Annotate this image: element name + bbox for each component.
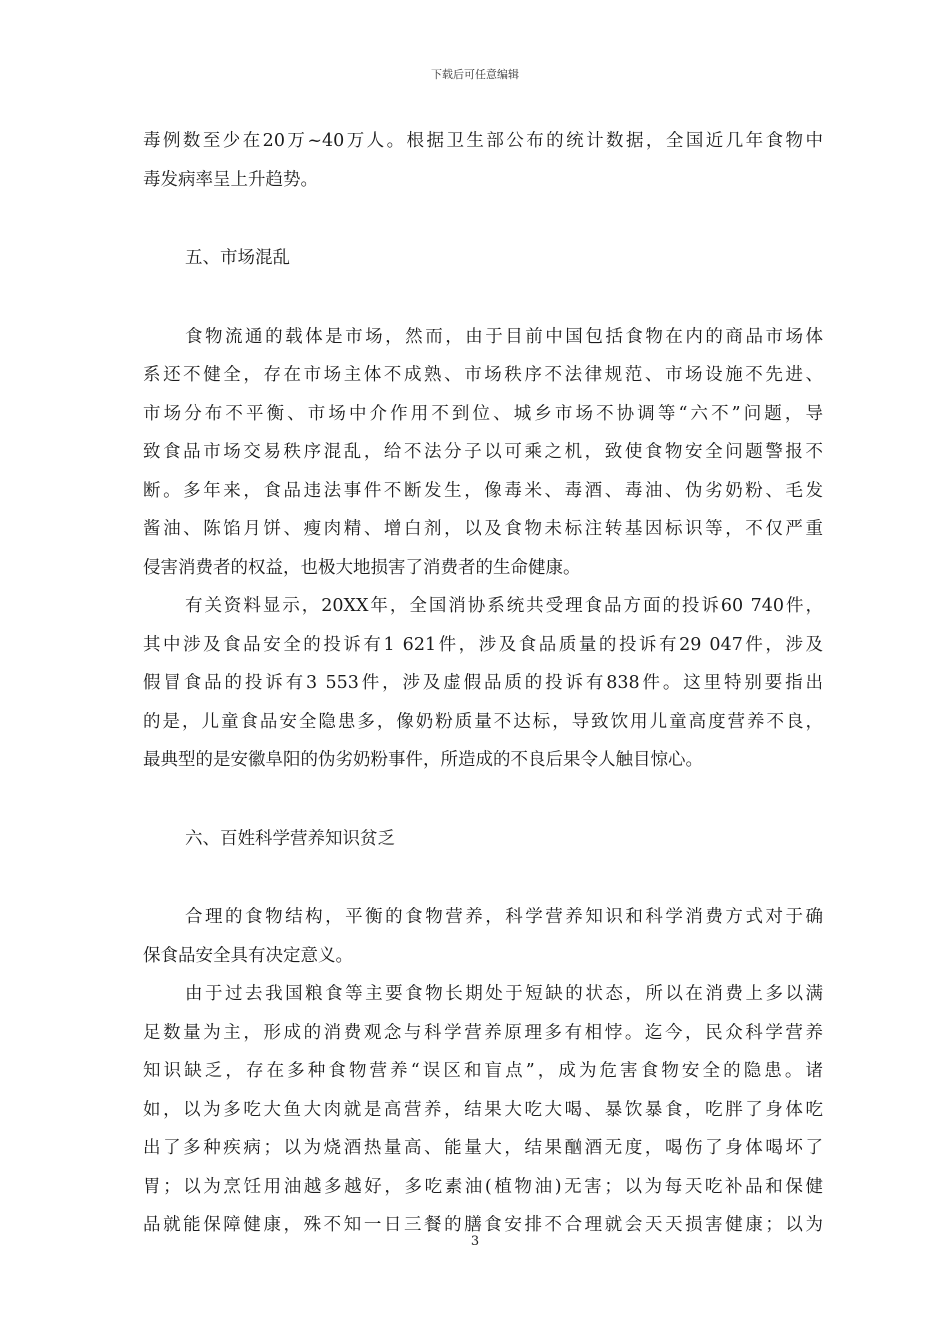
text-line: 由于过去我国粮食等主要食物长期处于短缺的状态，所以在消费上多以满 [185,984,823,1004]
section-heading: 五、市场混乱 [185,248,290,268]
text-line: 毒例数至少在20万~40万人。根据卫生部公布的统计数据，全国近几年食物中 [143,131,823,151]
text-line: 最典型的是安徽阜阳的伪劣奶粉事件，所造成的不良后果令人触目惊心。 [143,750,703,770]
text-line: 足数量为主，形成的消费观念与科学营养原理多有相悖。迄今，民众科学营养 [143,1022,823,1043]
text-line: 其中涉及食品安全的投诉有1 621件，涉及食品质量的投诉有29 047件，涉及 [143,634,823,655]
text-line: 的是，儿童食品安全隐患多，像奶粉质量不达标，导致饮用儿童高度营养不良， [143,711,823,732]
text-line: 保食品安全具有决定意义。 [143,945,353,966]
text-line: 胃；以为烹饪用油越多越好，多吃素油(植物油)无害；以为每天吃补品和保健 [143,1176,823,1197]
text-line: 合理的食物结构，平衡的食物营养，科学营养知识和科学消费方式对于确 [185,907,823,927]
body-text [143,122,823,1245]
text-line: 致食品市场交易秩序混乱，给不法分子以可乘之机，致使食物安全问题警报不 [143,442,823,462]
text-line: 毒发病率呈上升趋势。 [143,169,318,190]
text-line: 品就能保障健康，殊不知一日三餐的膳食安排不合理就会天天损害健康；以为 [143,1215,823,1235]
text-line: 如，以为多吃大鱼大肉就是高营养，结果大吃大喝、暴饮暴食，吃胖了身体吃 [143,1099,823,1120]
page-number: 3 [470,1234,480,1249]
text-line: 食物流通的载体是市场，然而，由于目前中国包括食物在内的商品市场体 [185,326,823,347]
text-line: 酱油、陈馅月饼、瘦肉精、增白剂，以及食物未标注转基因标识等，不仅严重 [143,519,823,539]
text-line: 断。多年来，食品违法事件不断发生，像毒米、毒酒、毒油、伪劣奶粉、毛发 [143,480,823,501]
text-line: 假冒食品的投诉有3 553件，涉及虚假品质的投诉有838件。这里特别要指出 [143,673,823,693]
text-line: 系还不健全，存在市场主体不成熟、市场秩序不法律规范、市场设施不先进、 [143,365,823,385]
text-line: 知识缺乏，存在多种食物营养“误区和盲点”，成为危害食物安全的隐患。诸 [143,1061,823,1081]
text-line: 侵害消费者的权益，也极大地损害了消费者的生命健康。 [143,557,581,578]
section-heading: 六、百姓科学营养知识贫乏 [185,828,395,849]
text-line: 市场分布不平衡、市场中介作用不到位、城乡市场不协调等“六不”问题，导 [143,403,823,424]
text-line: 出了多种疾病；以为烧酒热量高、能量大，结果酗酒无度，喝伤了身体喝坏了 [143,1138,823,1158]
page-header: 下载后可任意编辑 [431,68,519,81]
text-line: 有关资料显示，20XX年，全国消协系统共受理食品方面的投诉60 740件， [185,596,823,616]
